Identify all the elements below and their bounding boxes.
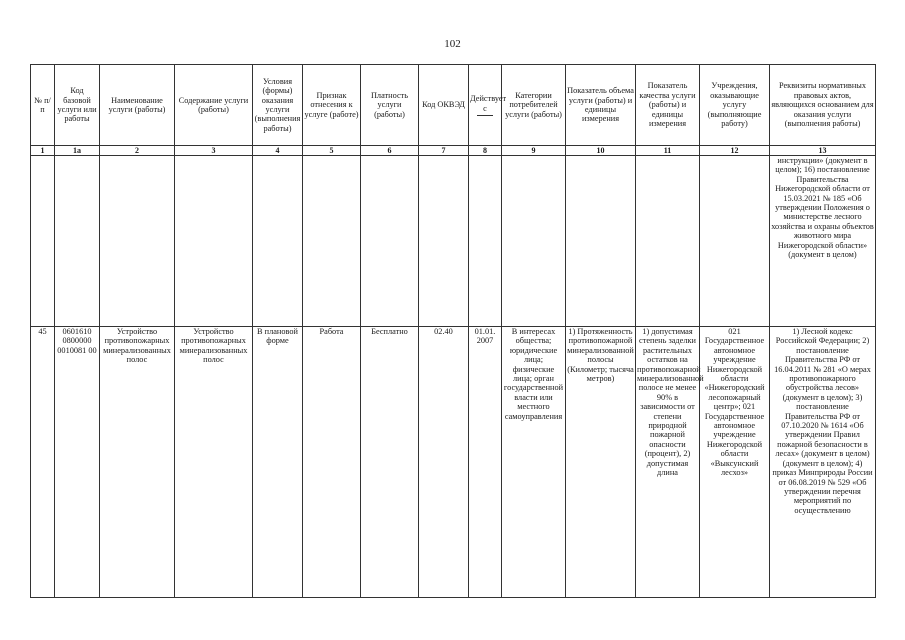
services-register-table [30,64,876,598]
header-conditions: Условия (формы) оказания услуги (выполнения работы) [253,65,303,146]
header-payment: Платность услуги (работы) [361,65,419,146]
effective-date: 01.01. 2007 [469,327,502,598]
column-number: 4 [253,146,303,156]
page-number: 102 [444,38,461,50]
header-quality-indicator: Показатель качества услуги (работы) и единицы измерения [636,65,700,146]
service-payment: Бесплатно [361,327,419,598]
column-number: 7 [419,146,469,156]
service-name: Устройство противопожарных минерализованных полос [100,327,175,598]
base-code: 0601610 0800000 0010081 00 [55,327,100,598]
empty-cell [55,156,100,327]
service-content: Устройство противопожарных минерализованных полос [175,327,253,598]
legal-acts-continuation: инструкции» (документ в целом); 16) постановление Правительства Нижегородской области от 15.03.2021 № 185 «Об утверждении Положения о министерстве лесного хозяйства и охраны объектов животного мира Нижегородской области» (документ в целом) [770,156,876,327]
legal-acts: 1) Лесной кодекс Российской Федерации; 2) постановление Правительства РФ от 16.04.2011 № 281 «О мерах противопожарного обустройства лесов» (документ в целом); 3) постановление Правительства РФ от 07.10.2020 № 1614 «Об утверждении Правил пожарной безопасности в лесах» (документ в целом) (документ в целом); 4) приказ Минприроды России от 06.08.2019 № 529 «Об утверждении перечня мероприятий по осуществлению [770,327,876,598]
empty-cell [469,156,502,327]
column-number: 10 [566,146,636,156]
header-effective-from [469,65,507,146]
column-number: 13 [770,146,876,156]
column-number: 3 [175,146,253,156]
header-effective-from-label: Действует с [470,94,507,113]
header-service-content: Содержание услуги (работы) [175,65,253,146]
empty-cell [31,156,55,327]
column-numbers-row [31,146,876,156]
empty-cell [175,156,253,327]
column-number: 9 [502,146,566,156]
header-legal-acts: Реквизиты нормативных правовых актов, являющихся основанием для оказания услуги (выполнения работы) [770,65,876,146]
table-row-45 [31,327,876,598]
column-number: 5 [303,146,361,156]
empty-cell [303,156,361,327]
row-number: 45 [31,327,55,598]
empty-cell [566,156,636,327]
quality-indicator: 1) допустимая степень заделки растительных остатков на противопожарной минерализованной полосе не менее 90% в зависимости от степени природной пожарной опасности (процент), 2) допустимая длина [636,327,700,598]
header-okved: Код ОКВЭД [419,65,469,146]
empty-cell [419,156,469,327]
column-number: 8 [469,146,502,156]
header-consumers: Категории потребителей услуги (работы) [502,65,566,146]
column-number: 1а [55,146,100,156]
table-row-continuation [31,156,876,327]
table-header-row [31,65,876,146]
column-number: 1 [31,146,55,156]
header-base-code: Код базовой услуги или работы [55,65,100,146]
empty-cell [253,156,303,327]
consumers: В интересах общества; юридические лица; физические лица; орган государственной власти или местного самоуправления [502,327,566,598]
header-volume-indicator: Показатель объема услуги (работы) и единицы измерения [566,65,636,146]
empty-cell [100,156,175,327]
empty-cell [361,156,419,327]
column-number: 6 [361,146,419,156]
column-number: 12 [700,146,770,156]
header-institutions: Учреждения, оказывающие услугу (выполняющие работу) [700,65,770,146]
column-number: 2 [100,146,175,156]
service-conditions: В плановой форме [253,327,303,598]
header-number: № п/п [31,65,55,146]
column-number: 11 [636,146,700,156]
service-type: Работа [303,327,361,598]
header-type: Признак отнесения к услуге (работе) [303,65,361,146]
institutions: 021 Государственное автономное учреждение Нижегородской области «Нижегородский лесопожарный центр»; 021 Государственное автономное учреждение Нижегородской области «Выксунский лесхоз» [700,327,770,598]
empty-cell [502,156,566,327]
okved-code: 02.40 [419,327,469,598]
empty-cell [700,156,770,327]
volume-indicator: 1) Протяженность противопожарной минерализованной полосы (Километр; тысяча метров) [566,327,636,598]
header-service-name: Наименование услуги (работы) [100,65,175,146]
header-effective-underline [477,115,493,116]
empty-cell [636,156,700,327]
